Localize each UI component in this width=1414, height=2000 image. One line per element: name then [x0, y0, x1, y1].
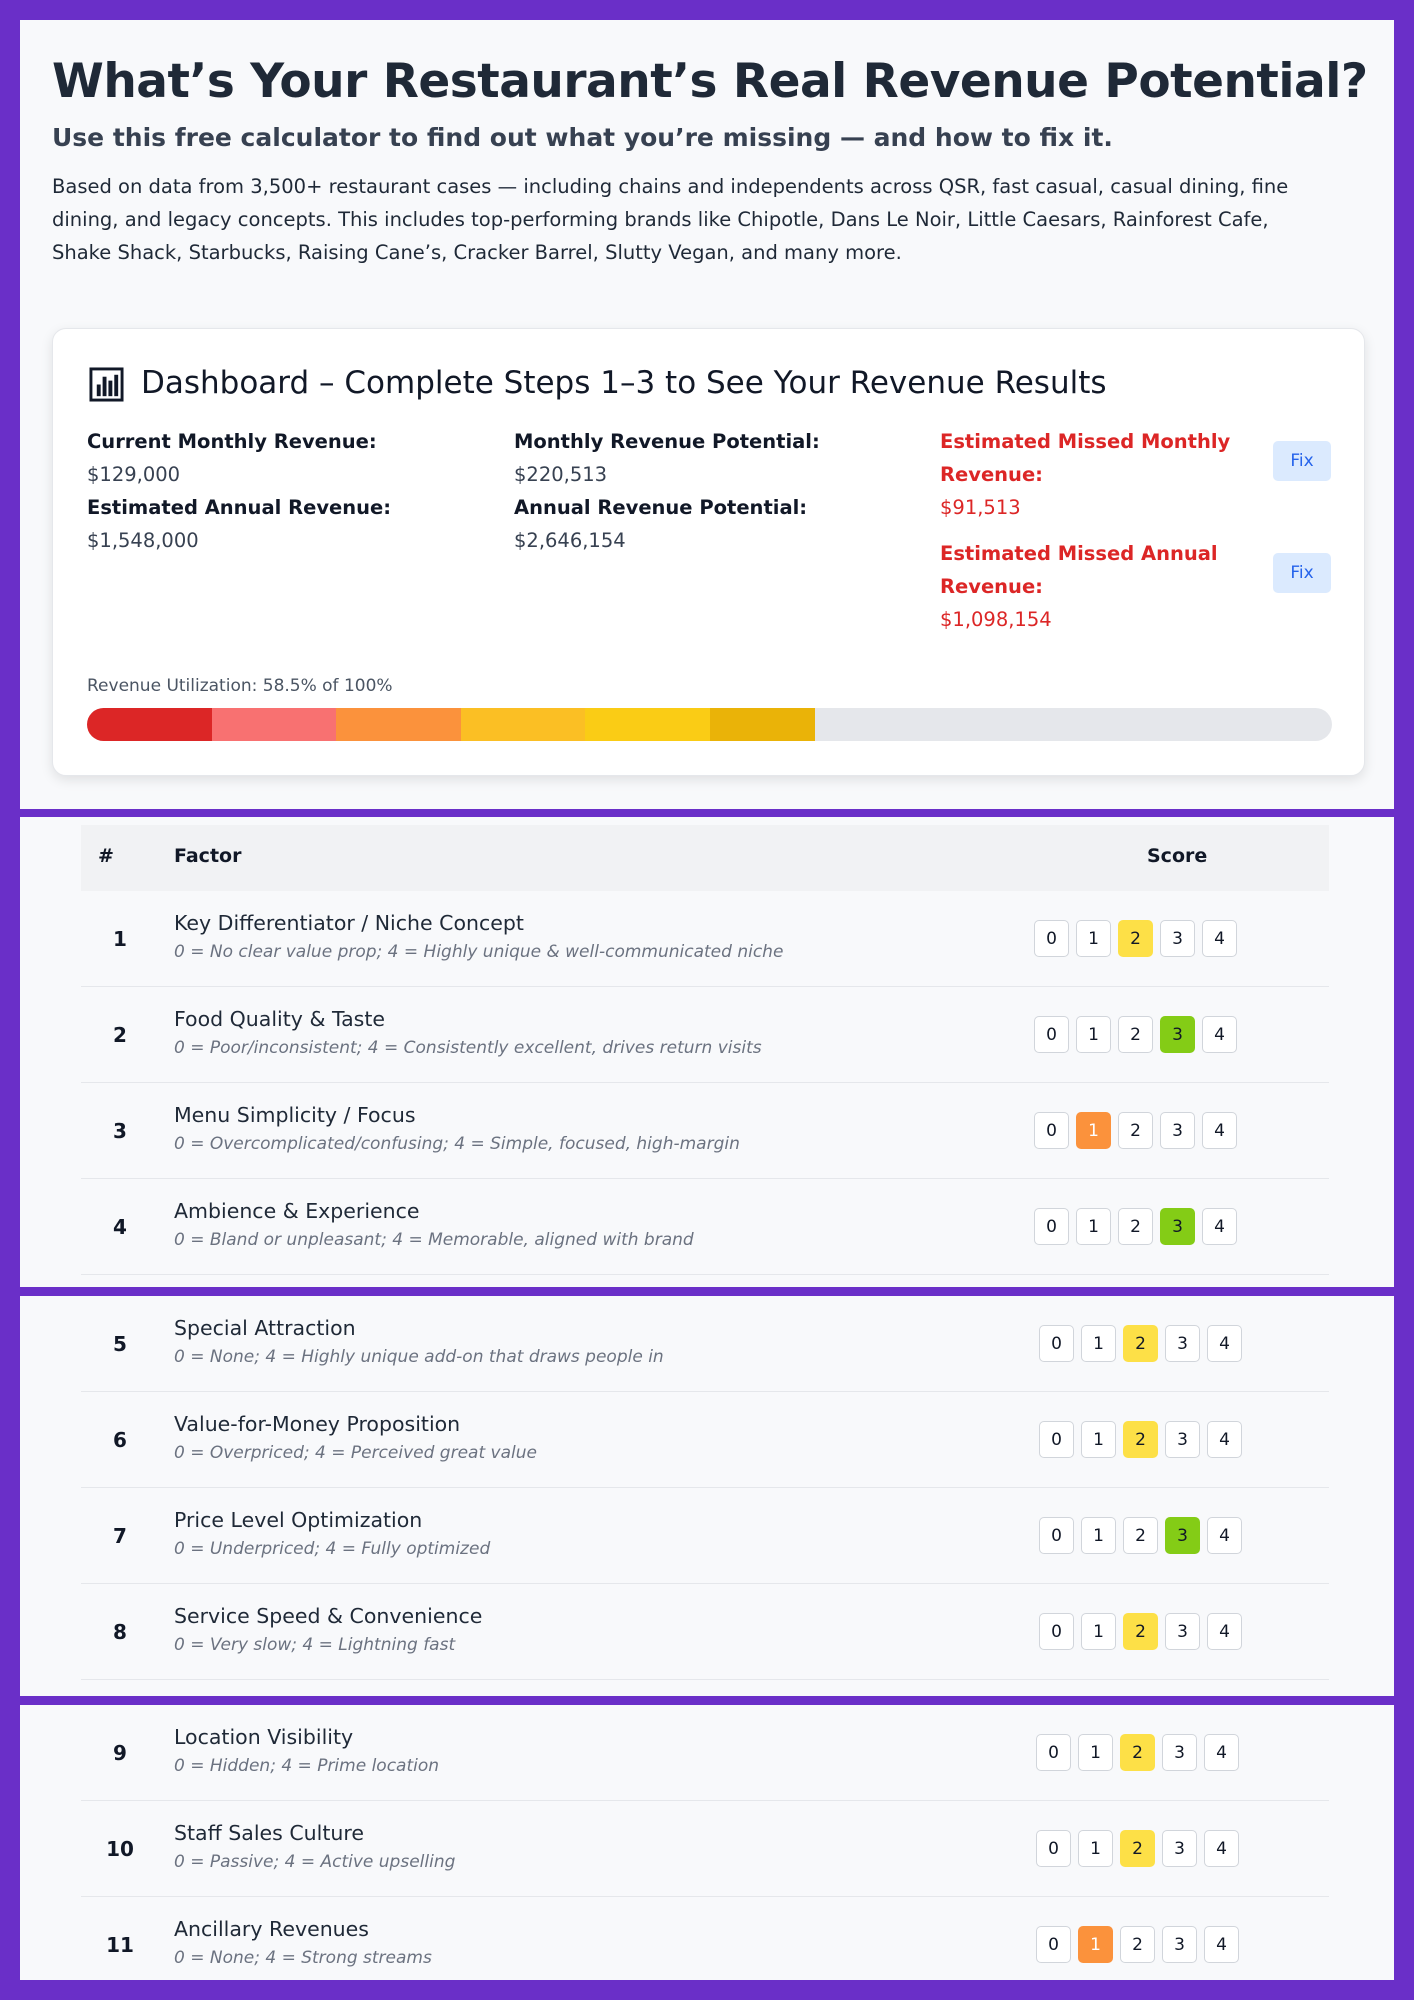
- table-row: [81, 1392, 1329, 1488]
- score-option-4[interactable]: 4: [1204, 1830, 1239, 1867]
- factor-name: Service Speed & Convenience: [174, 1604, 483, 1628]
- factor-name: Location Visibility: [174, 1725, 354, 1749]
- factor-name: Menu Simplicity / Focus: [174, 1103, 416, 1127]
- factor-description: 0 = Underpriced; 4 = Fully optimized: [174, 1539, 491, 1559]
- score-option-1[interactable]: 1: [1076, 1016, 1111, 1053]
- score-option-2[interactable]: 2: [1118, 1208, 1153, 1245]
- factor-name: Ambience & Experience: [174, 1199, 420, 1223]
- intro-text: [52, 170, 1352, 269]
- score-option-1[interactable]: 1: [1078, 1734, 1113, 1771]
- row-number: 3: [113, 1119, 127, 1143]
- missed-monthly-value: $91,513: [940, 496, 1021, 519]
- score-selector: [1039, 1613, 1242, 1650]
- table-row: [81, 1296, 1329, 1392]
- utilization-segment: [336, 708, 461, 741]
- score-option-1[interactable]: 1: [1076, 1208, 1111, 1245]
- col-header-score: Score: [1147, 845, 1208, 867]
- table-row: [81, 1179, 1329, 1275]
- score-option-2[interactable]: 2: [1123, 1613, 1158, 1650]
- score-option-4[interactable]: 4: [1204, 1926, 1239, 1963]
- missed-monthly-block: [940, 425, 1230, 524]
- factor-name: Price Level Optimization: [174, 1508, 423, 1532]
- score-option-3[interactable]: 3: [1162, 1734, 1197, 1771]
- score-selector: [1036, 1830, 1239, 1867]
- utilization-segment: [461, 708, 586, 741]
- factor-name: Key Differentiator / Niche Concept: [174, 911, 524, 935]
- score-selector: [1036, 1734, 1239, 1771]
- score-option-0[interactable]: 0: [1039, 1421, 1074, 1458]
- row-number: 11: [106, 1933, 134, 1957]
- row-number: 5: [113, 1332, 127, 1356]
- row-number: 6: [113, 1428, 127, 1452]
- annual-potential-label: Annual Revenue Potential:: [514, 496, 808, 519]
- factor-description: 0 = Passive; 4 = Active upselling: [174, 1852, 456, 1872]
- score-option-1[interactable]: 1: [1076, 920, 1111, 957]
- col-header-num: #: [98, 845, 114, 867]
- factor-description: 0 = Poor/inconsistent; 4 = Consistently excellent, drives return visits: [174, 1038, 762, 1058]
- score-selector: [1034, 1208, 1237, 1245]
- missed-annual-label: Revenue:: [940, 575, 1043, 598]
- row-number: 8: [113, 1620, 127, 1644]
- score-option-3[interactable]: 3: [1162, 1926, 1197, 1963]
- factor-name: Value-for-Money Proposition: [174, 1412, 461, 1436]
- score-option-1[interactable]: 1: [1078, 1830, 1113, 1867]
- table-panel-3: [20, 1705, 1394, 1980]
- table-row: [81, 891, 1329, 987]
- row-number: 1: [113, 927, 127, 951]
- score-option-1[interactable]: 1: [1076, 1112, 1111, 1149]
- utilization-segment: [87, 708, 212, 741]
- missed-annual-block: [940, 537, 1218, 636]
- score-option-0[interactable]: 0: [1039, 1325, 1074, 1362]
- score-option-4[interactable]: 4: [1207, 1421, 1242, 1458]
- score-option-4[interactable]: 4: [1202, 920, 1237, 957]
- col-header-factor: Factor: [174, 845, 242, 867]
- table-row: [81, 987, 1329, 1083]
- score-selector: [1039, 1517, 1242, 1554]
- score-option-1[interactable]: 1: [1081, 1325, 1116, 1362]
- missed-annual-label: Estimated Missed Annual: [940, 542, 1218, 565]
- fix-monthly-button[interactable]: Fix: [1273, 441, 1331, 481]
- current-revenue-block: [87, 425, 391, 557]
- table-row: [81, 1488, 1329, 1584]
- utilization-label: Revenue Utilization: 58.5% of 100%: [87, 676, 393, 696]
- score-option-2[interactable]: 2: [1118, 1016, 1153, 1053]
- factor-description: 0 = None; 4 = Strong streams: [174, 1948, 432, 1968]
- score-option-0[interactable]: 0: [1039, 1613, 1074, 1650]
- table-row: [81, 1083, 1329, 1179]
- factor-description: 0 = Bland or unpleasant; 4 = Memorable, aligned with brand: [174, 1230, 694, 1250]
- score-option-2[interactable]: 2: [1123, 1517, 1158, 1554]
- score-option-2[interactable]: 2: [1118, 920, 1153, 957]
- monthly-potential-label: Monthly Revenue Potential:: [514, 430, 820, 453]
- score-option-3[interactable]: 3: [1165, 1325, 1200, 1362]
- current-monthly-label: Current Monthly Revenue:: [87, 430, 377, 453]
- factor-name: Special Attraction: [174, 1316, 356, 1340]
- score-option-0[interactable]: 0: [1036, 1734, 1071, 1771]
- dashboard-card: [52, 328, 1365, 776]
- score-option-3[interactable]: 3: [1160, 1016, 1195, 1053]
- score-option-4[interactable]: 4: [1202, 1208, 1237, 1245]
- score-option-4[interactable]: 4: [1207, 1517, 1242, 1554]
- intro-line: Based on data from 3,500+ restaurant cases — including chains and independents across QSR, fast casual, casual dining, fine: [52, 175, 1289, 198]
- page-subtitle: Use this free calculator to find out what you’re missing — and how to fix it.: [52, 123, 1113, 152]
- table-panel-2: [20, 1296, 1394, 1696]
- table-row: [81, 1897, 1329, 1980]
- missed-monthly-label: Revenue:: [940, 463, 1043, 486]
- annual-revenue-label: Estimated Annual Revenue:: [87, 496, 392, 519]
- score-selector: [1036, 1926, 1239, 1963]
- monthly-potential-value: $220,513: [514, 463, 608, 486]
- score-selector: [1039, 1325, 1242, 1362]
- score-option-3[interactable]: 3: [1160, 920, 1195, 957]
- table-panel-1: [20, 817, 1394, 1287]
- annual-potential-value: $2,646,154: [514, 529, 626, 552]
- score-option-3[interactable]: 3: [1160, 1112, 1195, 1149]
- factor-name: Food Quality & Taste: [174, 1007, 385, 1031]
- dashboard-title: Dashboard – Complete Steps 1–3 to See Your Revenue Results: [141, 365, 1107, 401]
- utilization-segment: [212, 708, 337, 741]
- score-option-0[interactable]: 0: [1034, 1016, 1069, 1053]
- score-option-3[interactable]: 3: [1160, 1208, 1195, 1245]
- score-option-2[interactable]: 2: [1118, 1112, 1153, 1149]
- intro-line: Shake Shack, Starbucks, Raising Cane’s, Cracker Barrel, Slutty Vegan, and many more.: [52, 241, 902, 264]
- bar-chart-icon: [89, 367, 124, 402]
- missed-monthly-label: Estimated Missed Monthly: [940, 430, 1231, 453]
- row-number: 9: [113, 1741, 127, 1765]
- row-number: 10: [106, 1837, 134, 1861]
- score-option-0[interactable]: 0: [1039, 1517, 1074, 1554]
- utilization-segment: [710, 708, 816, 741]
- score-option-1[interactable]: 1: [1078, 1926, 1113, 1963]
- utilization-segment: [585, 708, 710, 741]
- score-option-0[interactable]: 0: [1036, 1926, 1071, 1963]
- score-option-0[interactable]: 0: [1034, 1208, 1069, 1245]
- row-number: 2: [113, 1023, 127, 1047]
- current-monthly-value: $129,000: [87, 463, 181, 486]
- intro-line: dining, and legacy concepts. This includes top-performing brands like Chipotle, Dans Le Noir, Little Caesars, Rainforest Cafe,: [52, 208, 1269, 231]
- score-option-4[interactable]: 4: [1204, 1734, 1239, 1771]
- score-option-4[interactable]: 4: [1202, 1016, 1237, 1053]
- score-selector: [1039, 1421, 1242, 1458]
- factor-description: 0 = None; 4 = Highly unique add-on that draws people in: [174, 1347, 664, 1367]
- score-option-0[interactable]: 0: [1034, 1112, 1069, 1149]
- page-title: What’s Your Restaurant’s Real Revenue Potential?: [52, 54, 1368, 109]
- score-selector: [1034, 920, 1237, 957]
- score-option-4[interactable]: 4: [1202, 1112, 1237, 1149]
- utilization-progress-bar: [87, 708, 1332, 741]
- score-option-2[interactable]: 2: [1120, 1926, 1155, 1963]
- annual-revenue-value: $1,548,000: [87, 529, 199, 552]
- score-selector: [1034, 1016, 1237, 1053]
- score-option-2[interactable]: 2: [1123, 1325, 1158, 1362]
- score-option-0[interactable]: 0: [1036, 1830, 1071, 1867]
- factor-description: 0 = Hidden; 4 = Prime location: [174, 1756, 440, 1776]
- score-option-2[interactable]: 2: [1123, 1421, 1158, 1458]
- factor-name: Staff Sales Culture: [174, 1821, 364, 1845]
- score-option-2[interactable]: 2: [1120, 1830, 1155, 1867]
- score-option-1[interactable]: 1: [1081, 1517, 1116, 1554]
- score-option-4[interactable]: 4: [1207, 1613, 1242, 1650]
- score-selector: [1034, 1112, 1237, 1149]
- score-option-0[interactable]: 0: [1034, 920, 1069, 957]
- table-header: [81, 825, 1329, 891]
- score-option-3[interactable]: 3: [1165, 1517, 1200, 1554]
- fix-annual-button[interactable]: Fix: [1273, 553, 1331, 593]
- score-option-1[interactable]: 1: [1081, 1421, 1116, 1458]
- score-option-2[interactable]: 2: [1120, 1734, 1155, 1771]
- header-panel: [20, 20, 1394, 809]
- score-option-3[interactable]: 3: [1165, 1421, 1200, 1458]
- score-option-1[interactable]: 1: [1081, 1613, 1116, 1650]
- factor-description: 0 = Overpriced; 4 = Perceived great value: [174, 1443, 537, 1463]
- table-row: [81, 1584, 1329, 1680]
- score-option-4[interactable]: 4: [1207, 1325, 1242, 1362]
- table-row: [81, 1801, 1329, 1897]
- potential-revenue-block: [514, 425, 820, 557]
- missed-annual-value: $1,098,154: [940, 608, 1052, 631]
- factor-description: 0 = Overcomplicated/confusing; 4 = Simple, focused, high-margin: [174, 1134, 740, 1154]
- row-number: 4: [113, 1215, 127, 1239]
- factor-description: 0 = Very slow; 4 = Lightning fast: [174, 1635, 456, 1655]
- factor-description: 0 = No clear value prop; 4 = Highly unique & well-communicated niche: [174, 942, 784, 962]
- table-row: [81, 1705, 1329, 1801]
- score-option-3[interactable]: 3: [1165, 1613, 1200, 1650]
- row-number: 7: [113, 1524, 127, 1548]
- factor-name: Ancillary Revenues: [174, 1917, 369, 1941]
- score-option-3[interactable]: 3: [1162, 1830, 1197, 1867]
